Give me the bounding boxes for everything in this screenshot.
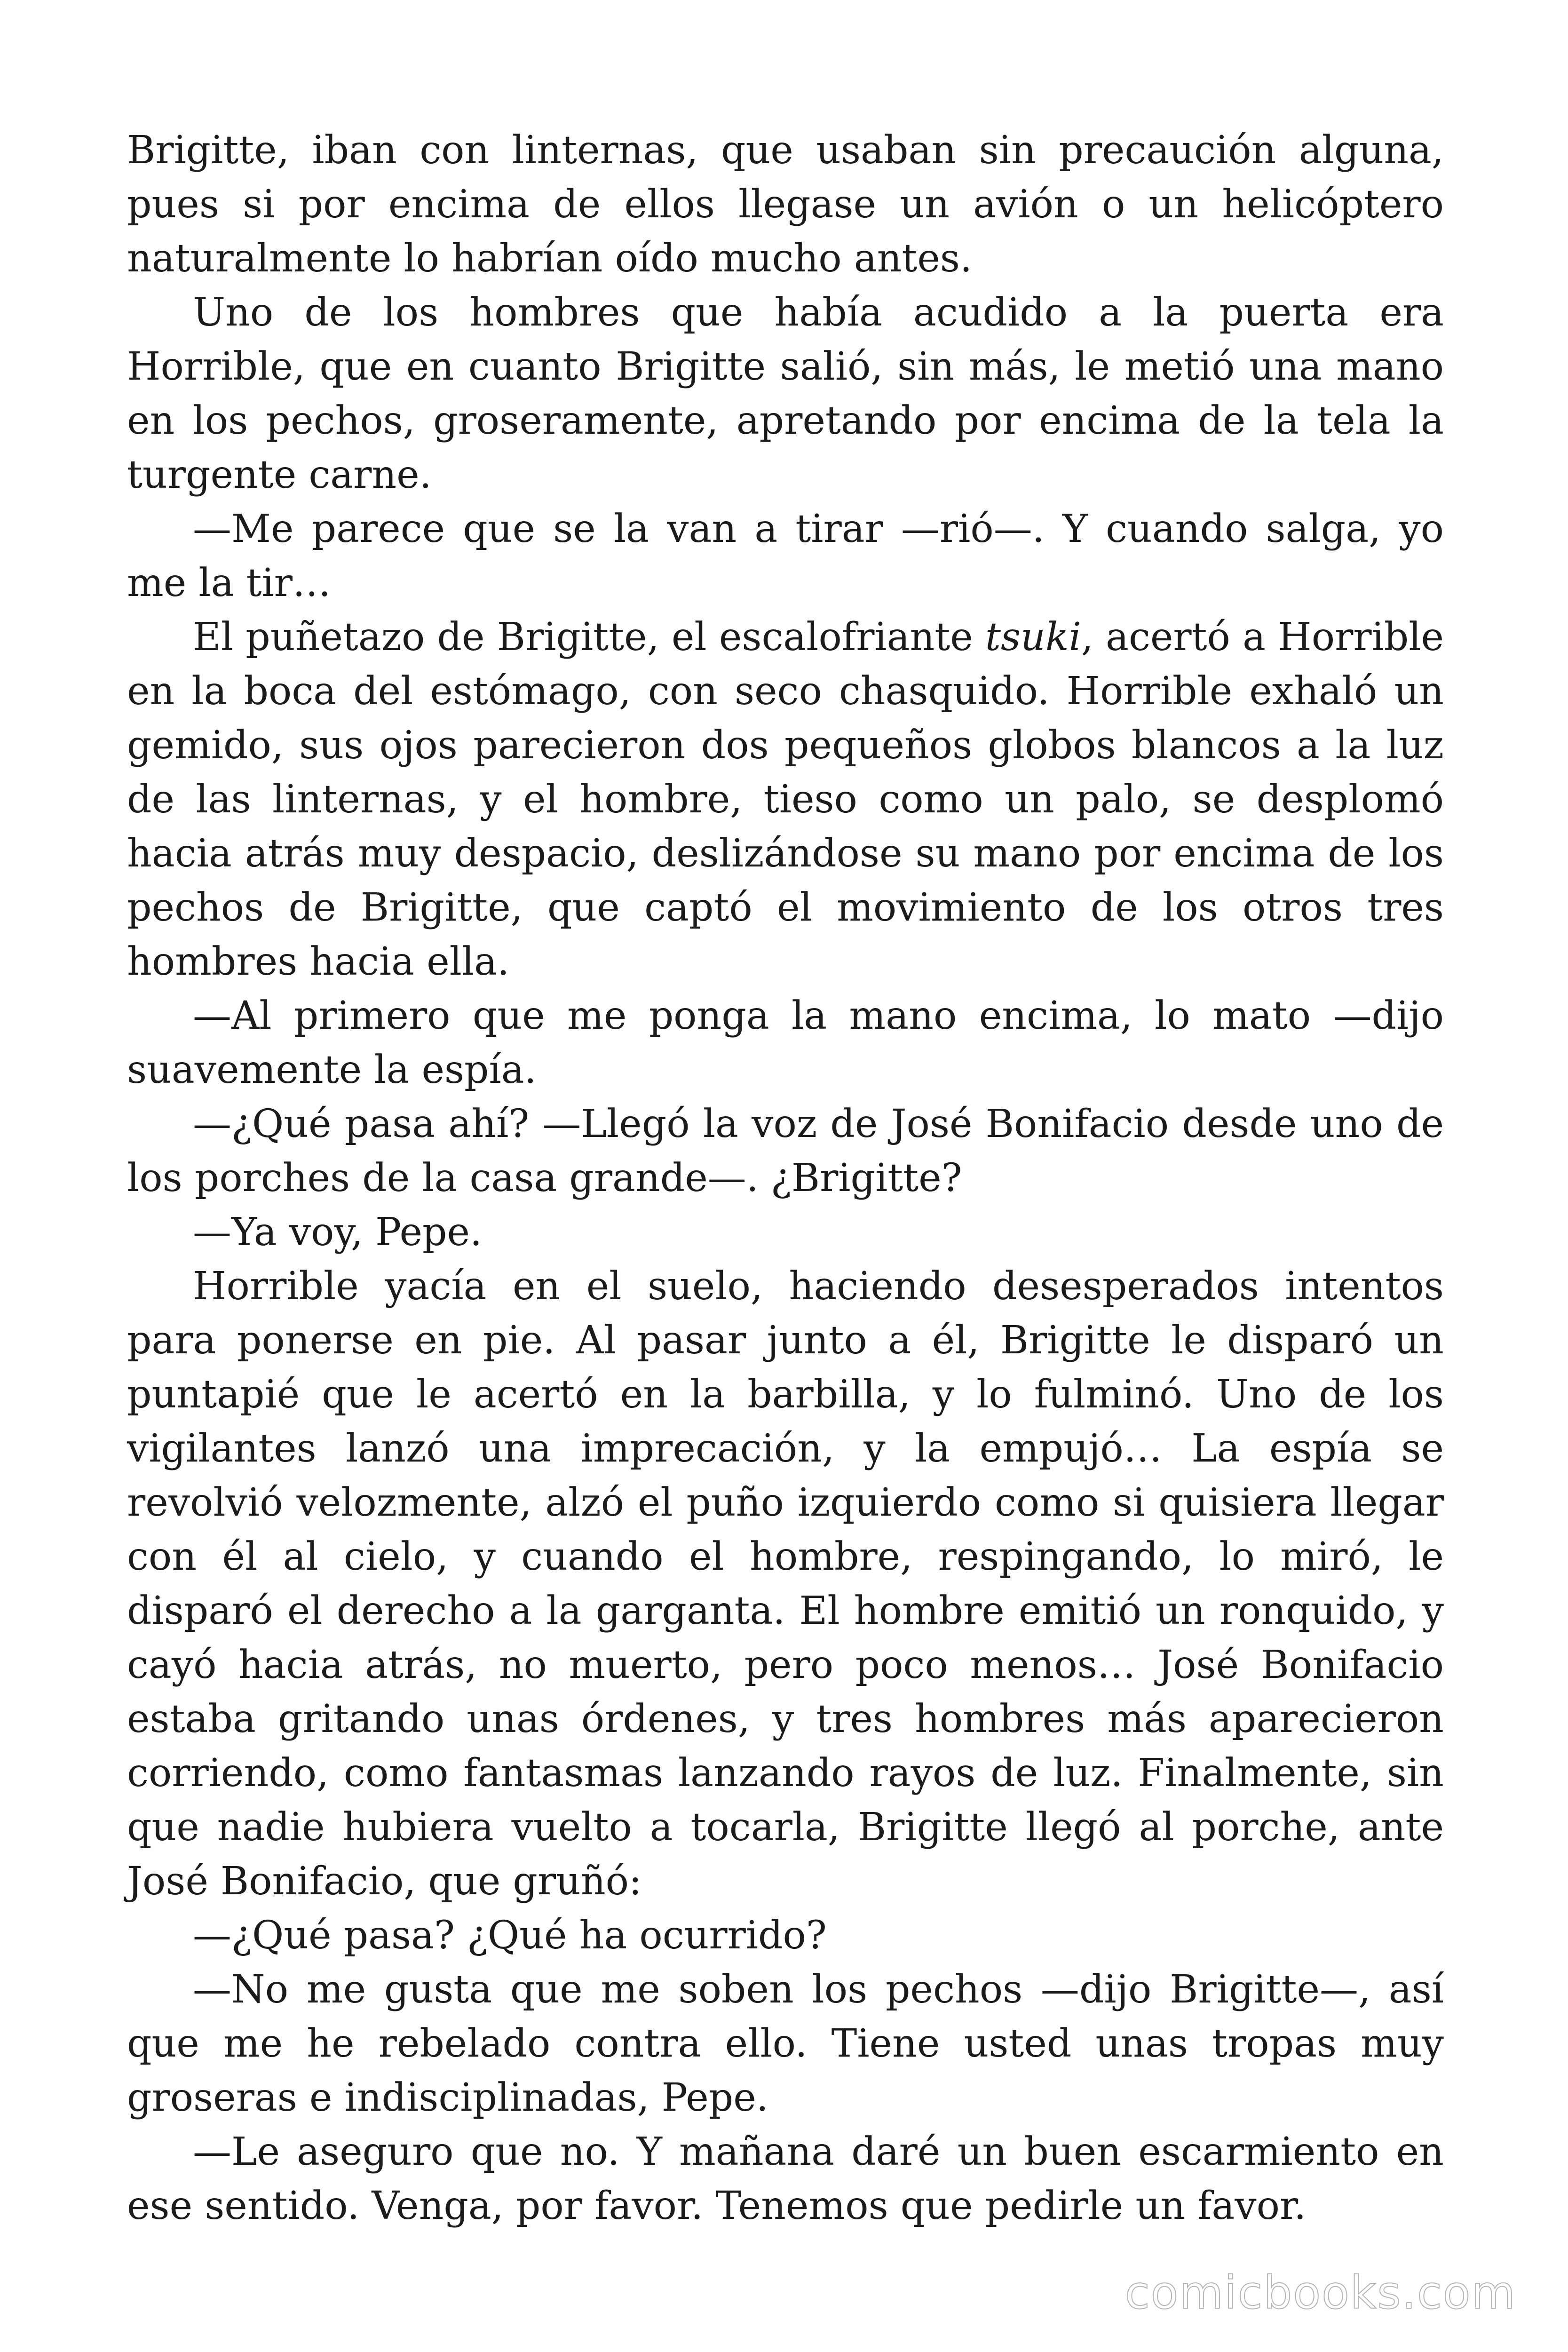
paragraph [127,1097,1444,1205]
paragraph [127,610,1444,989]
paragraph [127,1259,1444,1908]
paragraph [127,1963,1444,2125]
paragraph-text: —Le aseguro que no. Y mañana daré un buen escarmiento en ese sentido. Venga, por favor. Tenemos que pedirle un favor. [127,2130,1444,2228]
paragraph [127,502,1444,610]
paragraph [127,989,1444,1097]
paragraph-text: —¿Qué pasa ahí? —Llegó la voz de José Bonifacio desde uno de los porches de la casa grande—. ¿Brigitte? [127,1102,1444,1200]
paragraph [127,1205,1444,1259]
paragraph [127,123,1444,286]
italic-term: tsuki [985,615,1081,660]
paragraph-text: Horrible yacía en el suelo, haciendo desesperados intentos para ponerse en pie. Al pasar junto a él, Brigitte le disparó un puntapié que le acertó en la barbilla, y lo fulminó. Uno de los vigilantes lanzó una imprecación, y la empujó… La espía se revolvió velozmente, alzó el puño izquierdo como si quisiera llegar con él al cielo, y cuando el hombre, respingando, lo miró, le disparó el derecho a la garganta. El hombre emitió un ronquido, y cayó hacia atrás, no muerto, pero poco menos… José Bonifacio estaba gritando unas órdenes, y tres hombres más aparecieron corriendo, como fantasmas lanzando rayos de luz. Finalmente, sin que nadie hubiera vuelto a tocarla, Brigitte llegó al porche, ante José Bonifacio, que gruñó: [127,1264,1444,1904]
paragraph-text: , acertó a Horrible en la boca del estómago, con seco chasquido. Horrible exhaló un gemido, sus ojos parecieron dos pequeños globos blancos a la luz de las linternas, y el hombre, tieso como un palo, se desplomó hacia atrás muy despacio, deslizándose su mano por encima de los pechos de Brigitte, que captó el movimiento de los otros tres hombres hacia ella. [127,615,1444,984]
paragraph-text: El puñetazo de Brigitte, el escalofriante [193,615,986,660]
book-page-text [127,123,1444,2233]
paragraph-text: —No me gusta que me soben los pechos —dijo Brigitte—, así que me he rebelado contra ello. Tiene usted unas tropas muy groseras e indisciplinadas, Pepe. [127,1967,1444,2120]
paragraph-text: —Me parece que se la van a tirar —rió—. Y cuando salga, yo me la tir… [127,507,1444,605]
paragraph-text: —Al primero que me ponga la mano encima, lo mato —dijo suavemente la espía. [127,993,1444,1092]
paragraph-text: —Ya voy, Pepe. [193,1210,483,1255]
paragraph-text: Uno de los hombres que había acudido a la puerta era Horrible, que en cuanto Brigitte salió, sin más, le metió una mano en los pechos, groseramente, apretando por encima de la tela la turgente carne. [127,290,1444,497]
watermark-text: comicbooks.com [1125,2266,1516,2319]
paragraph [127,2125,1444,2233]
paragraph [127,286,1444,502]
paragraph-text: —¿Qué pasa? ¿Qué ha ocurrido? [193,1913,827,1958]
paragraph [127,1908,1444,1963]
paragraph-text: Brigitte, iban con linternas, que usaban sin precaución alguna, pues si por encima de ellos llegase un avión o un helicóptero naturalmente lo habrían oído mucho antes. [127,128,1444,281]
